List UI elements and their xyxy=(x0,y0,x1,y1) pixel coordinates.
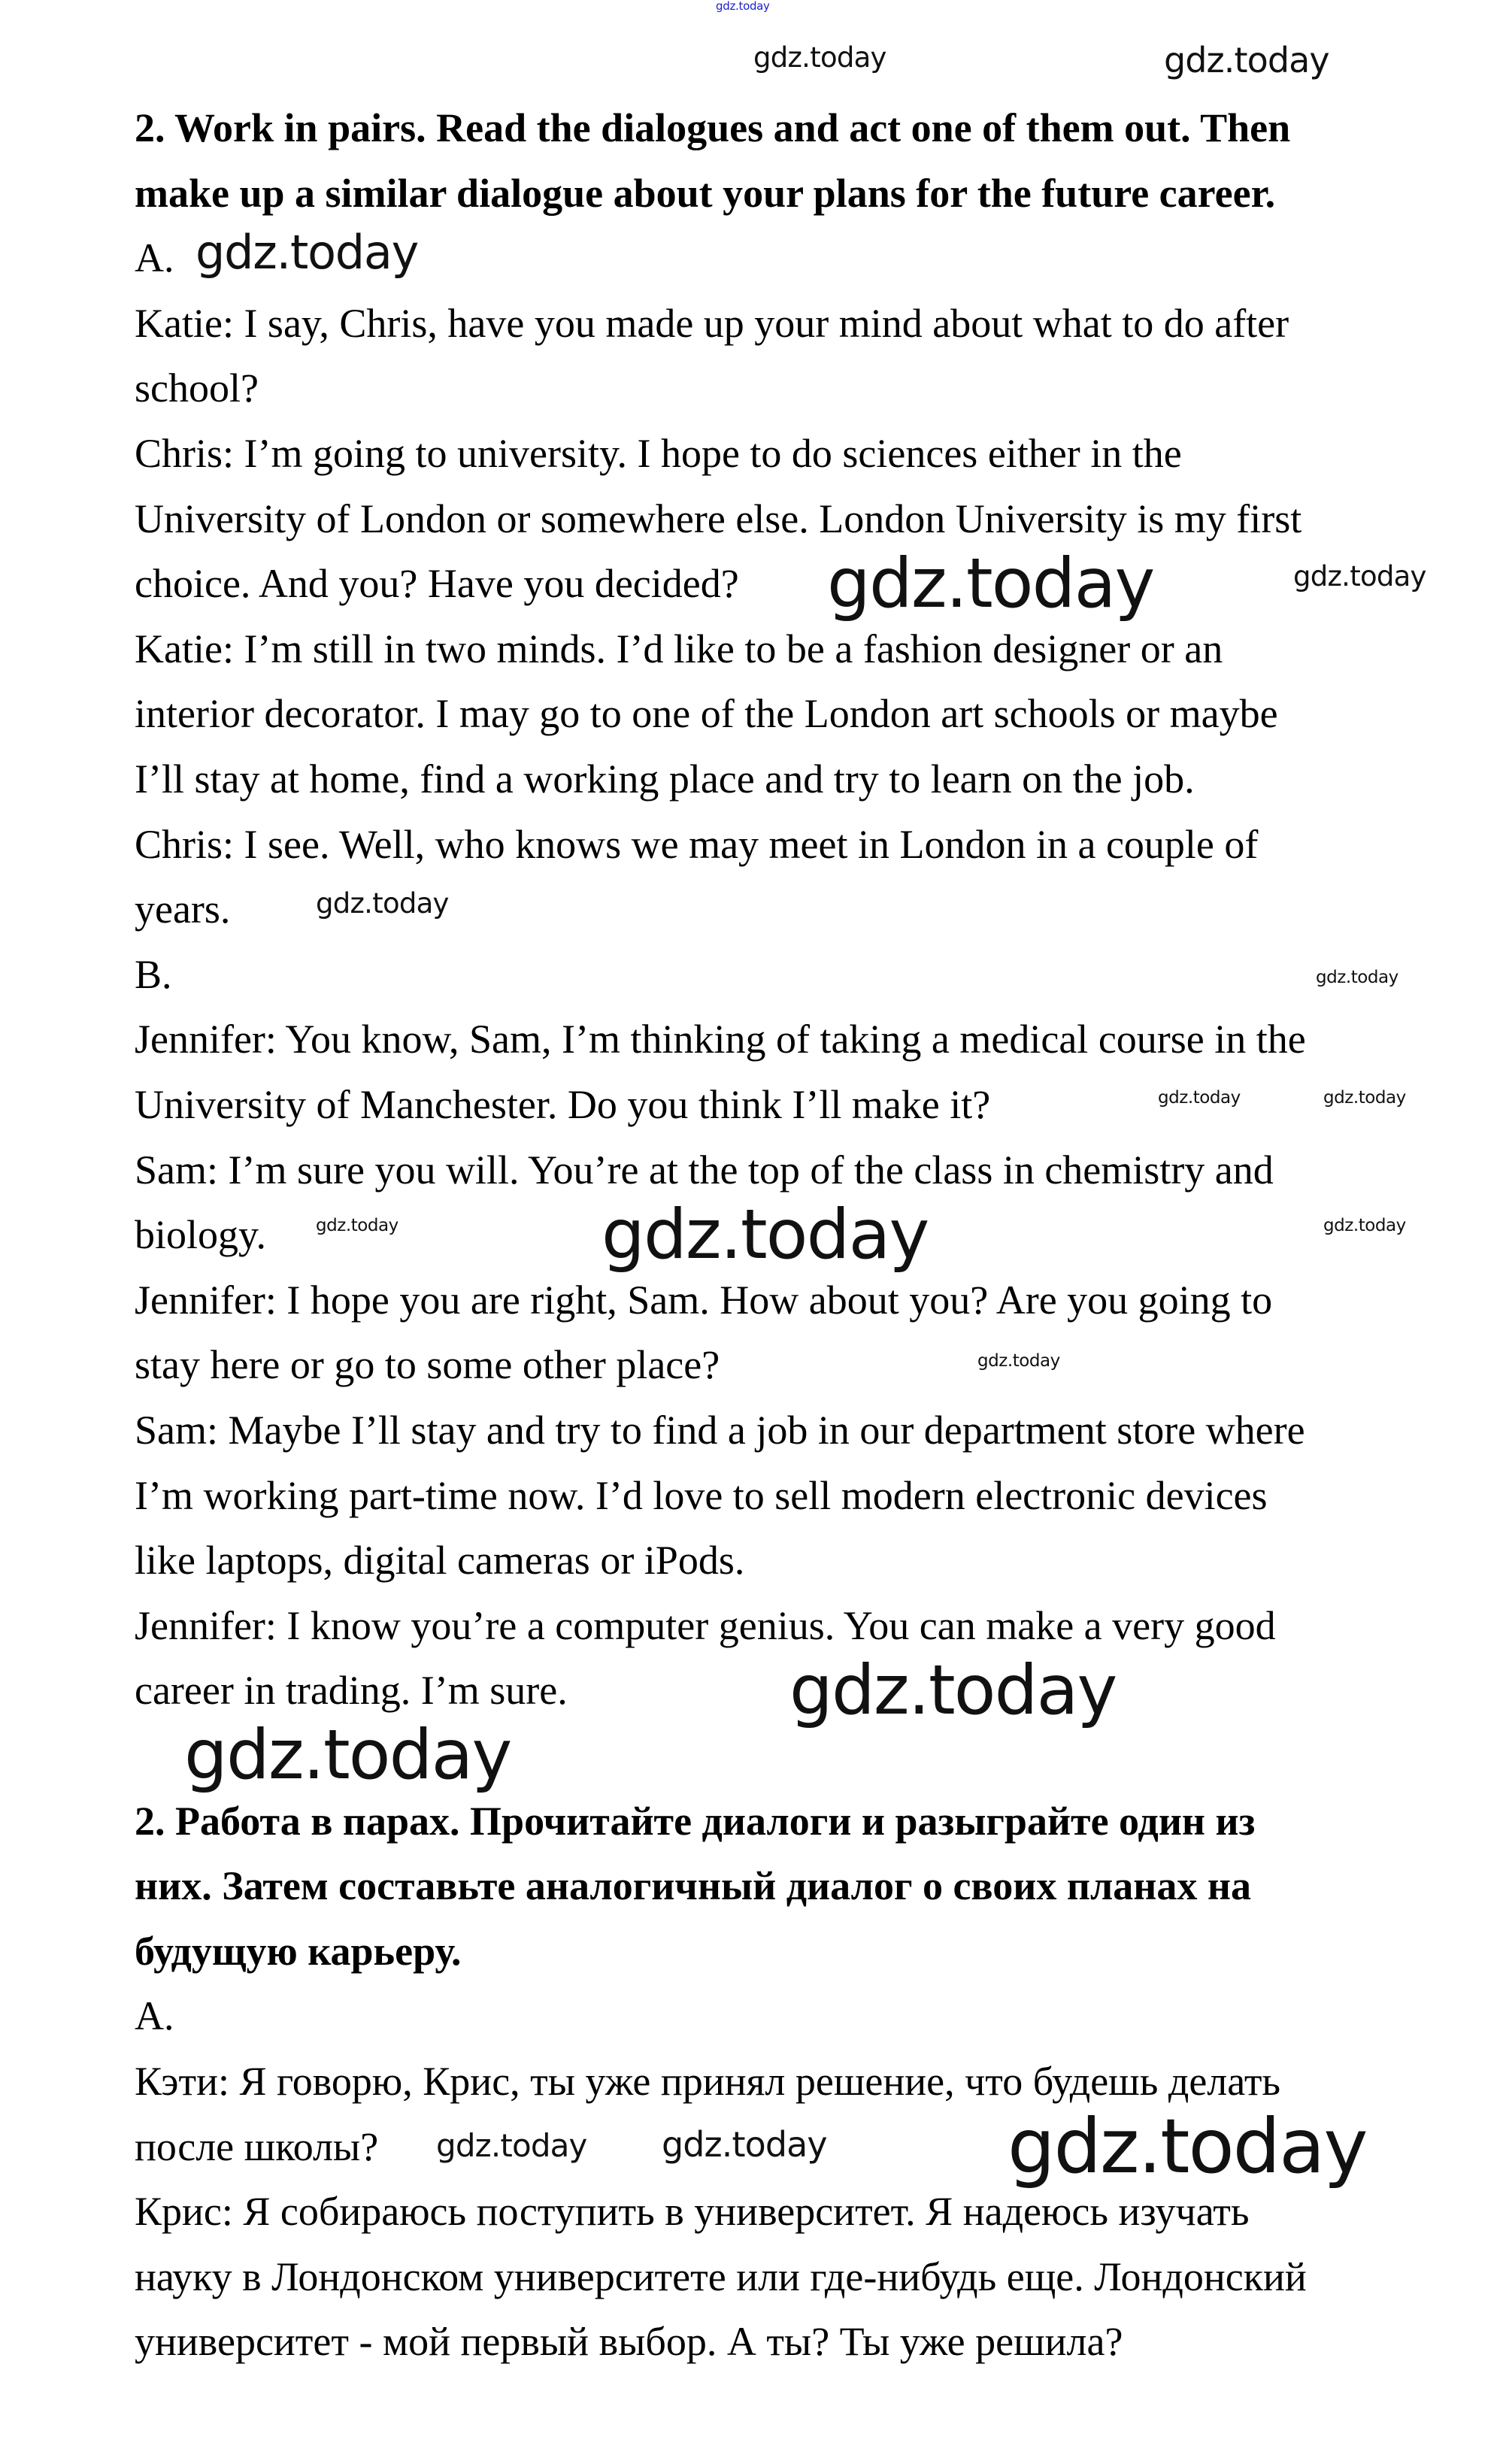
dialogue-line: Jennifer: You know, Sam, I’m thinking of taking a medical course in the xyxy=(135,1017,1306,1062)
dialogue-line: университет - мой первый выбор. А ты? Ты уже решила? xyxy=(135,2319,1123,2365)
dialogue-line: stay here or go to some other place? xyxy=(135,1342,720,1388)
watermark: gdz.today xyxy=(1293,560,1426,593)
dialogue-line: после школы? xyxy=(135,2123,379,2169)
task-heading-line: 2. Работа в парах. Прочитайте диалоги и разыграйте один из xyxy=(135,1798,1256,1844)
watermark: gdz.today xyxy=(1323,1216,1406,1235)
watermark: gdz.today xyxy=(1158,1088,1241,1108)
dialogue-line: Jennifer: I know you’re a computer genius. You can make a very good xyxy=(135,1602,1276,1648)
dialogue-label: B. xyxy=(135,951,172,997)
dialogue-line: Jennifer: I hope you are right, Sam. How about you? Are you going to xyxy=(135,1277,1273,1323)
dialogue-line: I’ll stay at home, find a working place and try to learn on the job. xyxy=(135,756,1195,802)
dialogue-line: Sam: Maybe I’ll stay and try to find a job in our department store where xyxy=(135,1408,1305,1453)
dialogue-line: interior decorator. I may go to one of the London art schools or maybe xyxy=(135,691,1278,737)
dialogue-line: Chris: I see. Well, who knows we may meet in London in a couple of xyxy=(135,821,1259,867)
dialogue-line: Katie: I say, Chris, have you made up your mind about what to do after xyxy=(135,300,1289,346)
dialogue-line: biology. xyxy=(135,1212,266,1258)
dialogue-line: Sam: I’m sure you will. You’re at the top of the class in chemistry and xyxy=(135,1147,1274,1193)
dialogue-line: career in trading. I’m sure. xyxy=(135,1668,568,1714)
dialogue-line: years. xyxy=(135,886,231,932)
watermark: gdz.today xyxy=(316,887,449,920)
dialogue-line: school? xyxy=(135,365,259,411)
watermark: gdz.today xyxy=(662,2124,827,2165)
watermark: gdz.today xyxy=(1164,40,1329,80)
dialogue-line: choice. And you? Have you decided? xyxy=(135,561,739,607)
watermark: gdz.today xyxy=(1316,968,1398,987)
watermark: gdz.today xyxy=(716,0,770,13)
watermark: gdz.today xyxy=(977,1351,1060,1371)
watermark: gdz.today xyxy=(789,1651,1117,1730)
watermark: gdz.today xyxy=(753,41,886,74)
dialogue-line: Крис: Я собираюсь поступить в университет. Я надеюсь изучать xyxy=(135,2189,1250,2235)
dialogue-line: I’m working part-time now. I’d love to sell modern electronic devices xyxy=(135,1472,1268,1518)
watermark: gdz.today xyxy=(1008,2102,1367,2190)
watermark: gdz.today xyxy=(195,225,419,280)
task-heading-line: будущую карьеру. xyxy=(135,1928,462,1974)
watermark: gdz.today xyxy=(184,1716,511,1795)
watermark: gdz.today xyxy=(1323,1088,1406,1108)
dialogue-line: University of Manchester. Do you think I’ll make it? xyxy=(135,1082,991,1127)
dialogue-line: Chris: I’m going to university. I hope to do sciences either in the xyxy=(135,431,1182,476)
watermark: gdz.today xyxy=(436,2127,587,2164)
task-heading-line: них. Затем составьте аналогичный диалог о своих планах на xyxy=(135,1863,1251,1909)
dialogue-line: Katie: I’m still in two minds. I’d like to be a fashion designer or an xyxy=(135,626,1223,671)
watermark: gdz.today xyxy=(316,1216,398,1235)
dialogue-label: А. xyxy=(135,1993,174,2039)
task-heading-line: 2. Work in pairs. Read the dialogues and act one of them out. Then xyxy=(135,105,1291,150)
watermark: gdz.today xyxy=(602,1196,929,1274)
dialogue-line: like laptops, digital cameras or iPods. xyxy=(135,1538,745,1584)
dialogue-label: A. xyxy=(135,235,174,281)
watermark: gdz.today xyxy=(827,544,1154,623)
dialogue-line: науку в Лондонском университете или где-нибудь еще. Лондонский xyxy=(135,2253,1307,2299)
task-heading-line: make up a similar dialogue about your plans for the future career. xyxy=(135,170,1276,216)
dialogue-line: University of London or somewhere else. London University is my first xyxy=(135,496,1302,541)
dialogue-line: Кэти: Я говорю, Крис, ты уже принял решение, что будешь делать xyxy=(135,2059,1281,2104)
